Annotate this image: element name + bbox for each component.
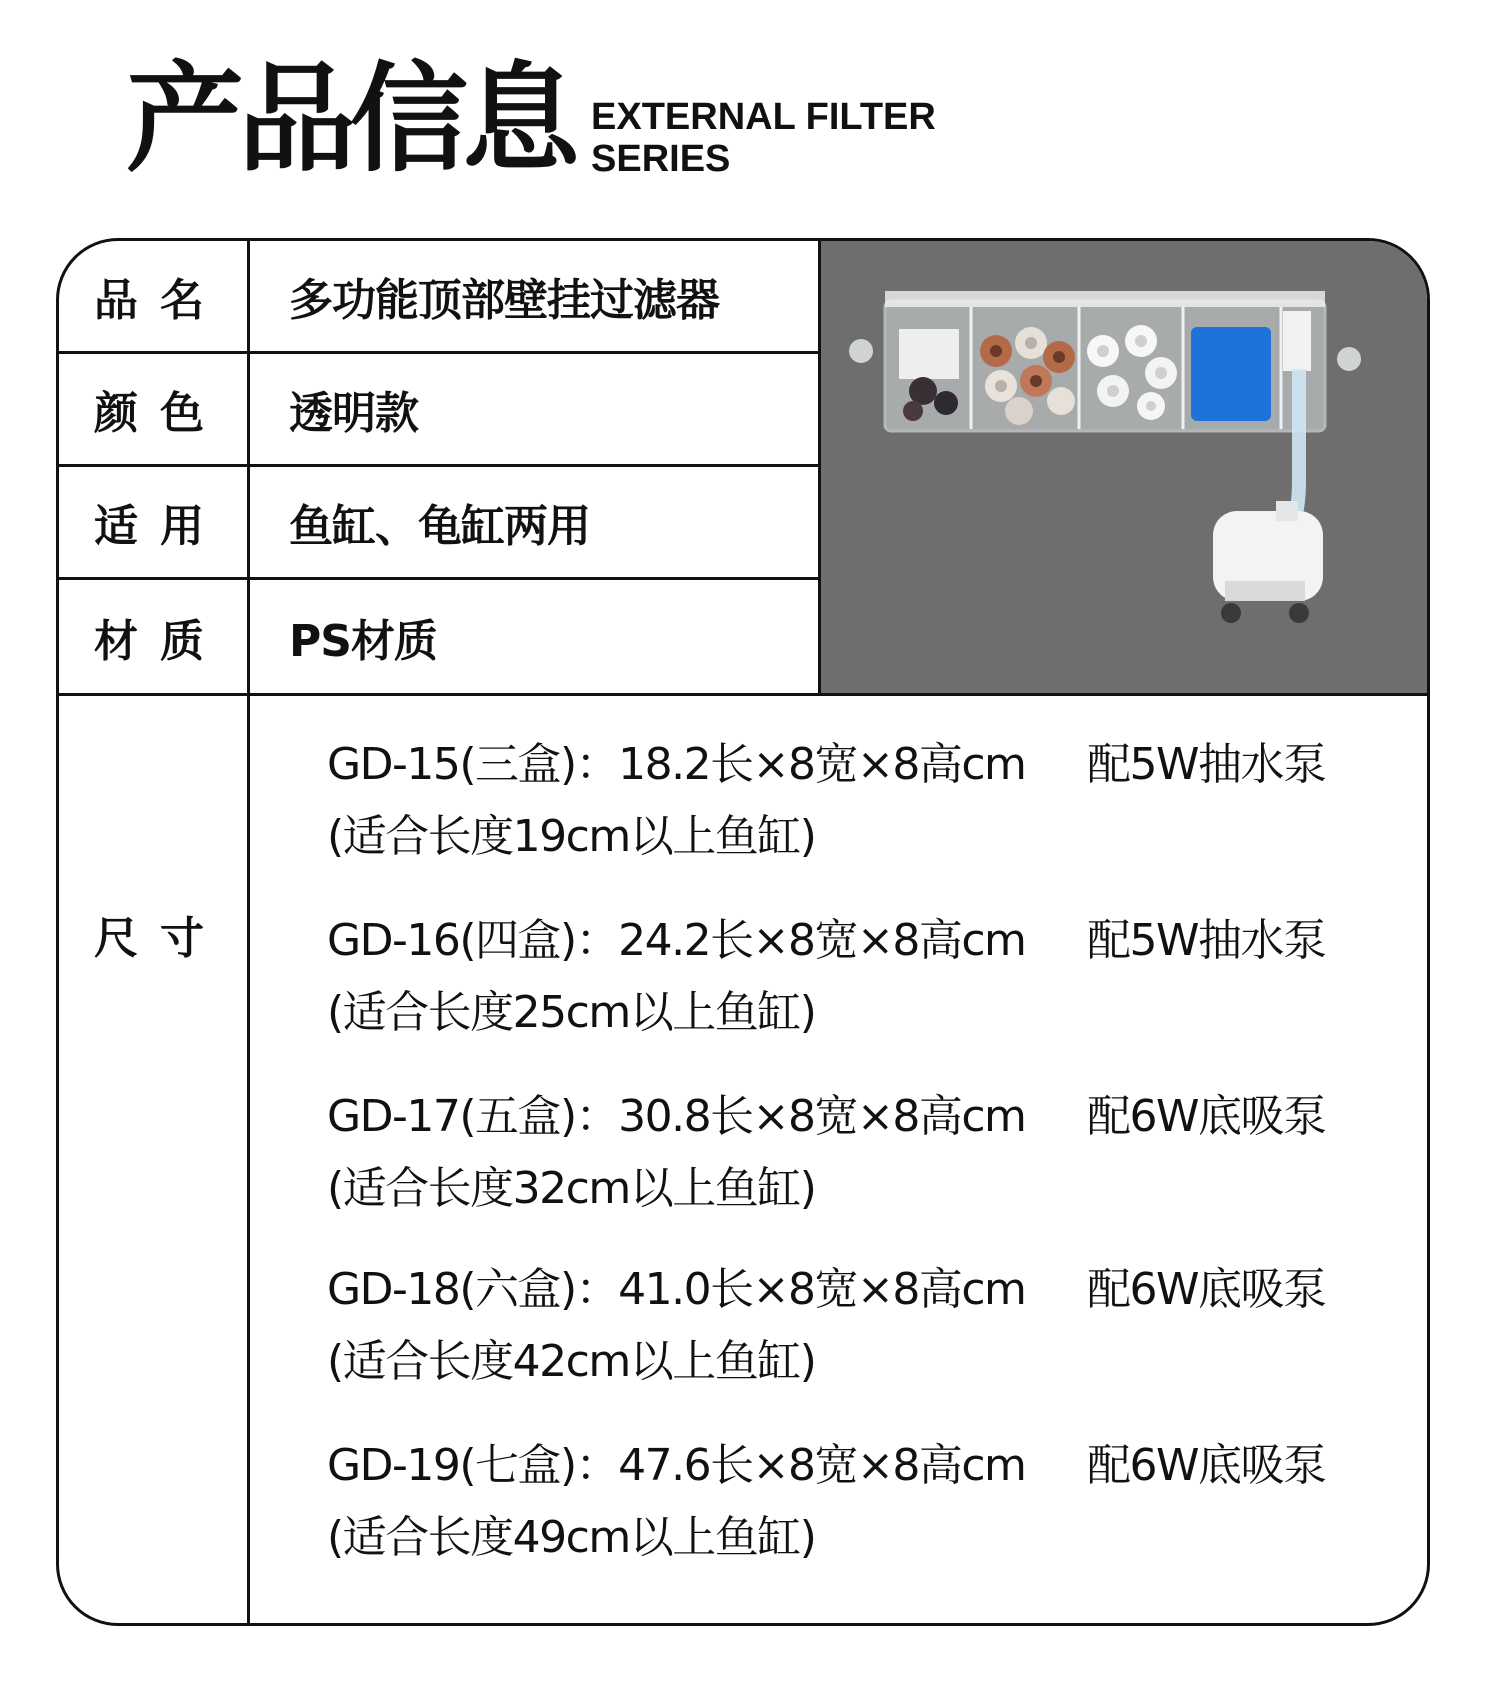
- label-column-divider: [247, 241, 250, 1623]
- spec-model: GD-18(六盒)：41.0长×8宽×8高cm: [327, 1264, 1026, 1315]
- blue-sponge: [1191, 327, 1271, 421]
- row-divider: [59, 693, 1430, 696]
- subtitle-line-2: SERIES: [591, 138, 731, 180]
- value-color: 透明款: [289, 388, 418, 439]
- page-title: 产品信息: [126, 50, 575, 188]
- spec-pump: 配6W底吸泵: [1087, 1264, 1326, 1315]
- spec-note: (适合长度32cm以上鱼缸): [327, 1163, 816, 1214]
- value-usage: 鱼缸、龟缸两用: [289, 501, 590, 552]
- water-pump: [1213, 501, 1323, 623]
- subtitle-line-1: EXTERNAL FILTER: [591, 96, 936, 138]
- label-size: 尺寸: [94, 912, 226, 964]
- spec-note: (适合长度25cm以上鱼缸): [327, 987, 816, 1038]
- label-usage: 适用: [94, 501, 226, 552]
- spec-item: [327, 1081, 1326, 1225]
- spec-item: [327, 1430, 1326, 1574]
- image-divider: [818, 241, 821, 696]
- spec-model: GD-16(四盒)：24.2长×8宽×8高cm: [327, 915, 1026, 966]
- spec-pump: 配6W底吸泵: [1087, 1440, 1326, 1491]
- page-subtitle: [591, 96, 936, 180]
- spec-note: (适合长度19cm以上鱼缸): [327, 811, 816, 862]
- spec-item: [327, 1254, 1326, 1398]
- label-color: 颜色: [94, 388, 226, 439]
- product-image-panel: [821, 241, 1430, 696]
- spec-model: GD-17(五盒)：30.8长×8宽×8高cm: [327, 1091, 1026, 1142]
- spec-item: [327, 905, 1326, 1049]
- spec-note: (适合长度49cm以上鱼缸): [327, 1512, 816, 1563]
- spec-pump: 配5W抽水泵: [1087, 739, 1326, 790]
- filter-product-image: [821, 241, 1430, 696]
- label-product-name: 品名: [94, 275, 226, 326]
- value-product-name: 多功能顶部壁挂过滤器: [289, 275, 719, 326]
- spec-model: GD-19(七盒)：47.6长×8宽×8高cm: [327, 1440, 1026, 1491]
- label-material: 材质: [94, 615, 226, 667]
- spec-pump: 配5W抽水泵: [1087, 915, 1326, 966]
- value-material: PS材质: [289, 615, 437, 667]
- product-info-table: [56, 238, 1430, 1626]
- spec-model: GD-15(三盒)：18.2长×8宽×8高cm: [327, 739, 1026, 790]
- spec-pump: 配6W底吸泵: [1087, 1091, 1326, 1142]
- spec-item: [327, 729, 1326, 873]
- spec-note: (适合长度42cm以上鱼缸): [327, 1336, 816, 1387]
